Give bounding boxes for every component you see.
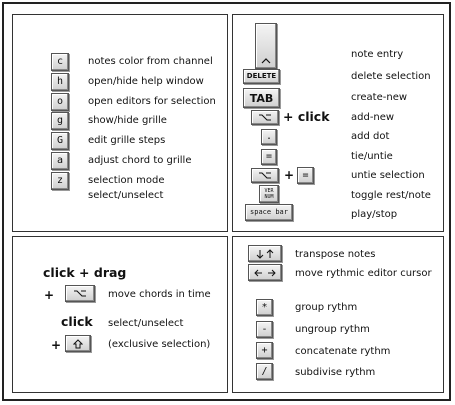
group-rythm-label: group rythm (295, 302, 358, 313)
up-arrow-icon (261, 58, 271, 64)
help-window-label: open/hide help window (88, 76, 204, 87)
key-asterisk-label: * (261, 301, 268, 313)
note-entry-panel (232, 14, 444, 232)
untie-selection-label: untie selection (351, 170, 425, 181)
key-ver-label: VER (264, 187, 274, 194)
concatenate-rythm-label: concatenate rythm (295, 346, 391, 357)
show-grille-label: show/hide grille (88, 115, 167, 126)
key-c[interactable] (51, 53, 69, 71)
delete-selection-label: delete selection (351, 71, 431, 82)
plus-sign: + (284, 168, 295, 182)
add-new-label: add-new (351, 112, 395, 123)
adjust-chord-label: adjust chord to grille (88, 155, 192, 166)
select-unselect-label-2: select/unselect (108, 318, 184, 329)
plus-sign-1: + (44, 288, 55, 302)
key-option-2[interactable] (251, 168, 279, 183)
note-entry-label: note entry (351, 49, 404, 60)
key-z[interactable] (51, 172, 69, 190)
key-ver-num[interactable] (259, 185, 279, 203)
transpose-notes-label: transpose notes (295, 249, 376, 260)
move-chords-label: move chords in time (108, 289, 211, 300)
select-unselect-label: select/unselect (88, 190, 164, 201)
edit-grille-label: edit grille steps (88, 135, 166, 146)
toggle-rest-label: toggle rest/note (351, 190, 431, 201)
key-up-down[interactable] (248, 245, 282, 262)
key-delete-label: DELETE (246, 72, 277, 80)
key-dot[interactable] (261, 129, 277, 145)
key-slash[interactable] (256, 363, 273, 380)
click-drag-text: click + drag (43, 265, 127, 280)
key-c-label: c (56, 56, 64, 67)
tie-untie-label: tie/untie (351, 151, 393, 162)
key-dot-label: . (265, 131, 273, 142)
notes-color-label: notes color from channel (88, 56, 213, 67)
option-icon (258, 114, 272, 121)
key-equal-2-label: = (302, 169, 309, 181)
key-a-label: a (56, 155, 64, 166)
open-editors-label: open editors for selection (88, 96, 216, 107)
plus-click-text: + click (283, 109, 330, 124)
key-option[interactable] (251, 110, 279, 125)
key-tab[interactable] (243, 88, 280, 108)
key-num-label: NUM (264, 193, 274, 200)
key-option-3[interactable] (65, 285, 95, 302)
key-o-label: o (56, 96, 64, 107)
drag-panel (12, 236, 228, 393)
key-slash-label: / (261, 365, 268, 377)
option-icon-2 (258, 172, 272, 179)
help-window (2, 2, 451, 401)
key-shift[interactable] (65, 335, 91, 352)
subdivise-rythm-label: subdivise rythm (295, 367, 376, 378)
key-equal-2[interactable] (297, 167, 314, 184)
key-h[interactable] (51, 73, 69, 91)
ungroup-rythm-label: ungroup rythm (295, 324, 370, 335)
add-dot-label: add dot (351, 131, 390, 142)
key-equal-label: = (265, 151, 273, 162)
shift-icon (73, 339, 83, 349)
play-stop-label: play/stop (351, 209, 398, 220)
key-space-bar[interactable] (245, 204, 293, 221)
key-plus[interactable] (256, 342, 273, 359)
exclusive-selection-label: (exclusive selection) (108, 339, 211, 350)
key-equal[interactable] (261, 149, 277, 165)
selection-mode-label: selection mode (88, 175, 165, 186)
key-asterisk[interactable] (256, 299, 273, 316)
key-shift-g-label: G (56, 135, 64, 146)
option-icon-3 (73, 290, 87, 297)
key-plus-label: + (261, 344, 268, 356)
move-cursor-label: move rythmic editor cursor (295, 268, 432, 279)
rhythm-panel (232, 236, 444, 393)
key-space-label: space bar (250, 208, 288, 216)
left-right-arrows-icon (254, 269, 276, 277)
key-arrow-up[interactable] (255, 23, 277, 69)
key-g-label: g (56, 115, 64, 126)
up-down-arrows-icon (255, 249, 275, 259)
grille-shortcuts-panel (12, 14, 228, 232)
key-a[interactable] (51, 152, 69, 170)
key-h-label: h (56, 76, 64, 87)
key-o[interactable] (51, 93, 69, 111)
key-left-right[interactable] (248, 264, 282, 281)
key-minus[interactable] (256, 321, 273, 338)
key-delete[interactable] (243, 69, 280, 84)
key-z-label: z (56, 175, 64, 186)
plus-sign-2: + (51, 338, 62, 352)
key-tab-label: TAB (249, 91, 274, 105)
key-shift-g[interactable] (51, 132, 69, 150)
key-g[interactable] (51, 112, 69, 130)
key-minus-label: - (261, 323, 268, 335)
create-new-label: create-new (351, 92, 408, 103)
click-text: click (61, 314, 93, 329)
